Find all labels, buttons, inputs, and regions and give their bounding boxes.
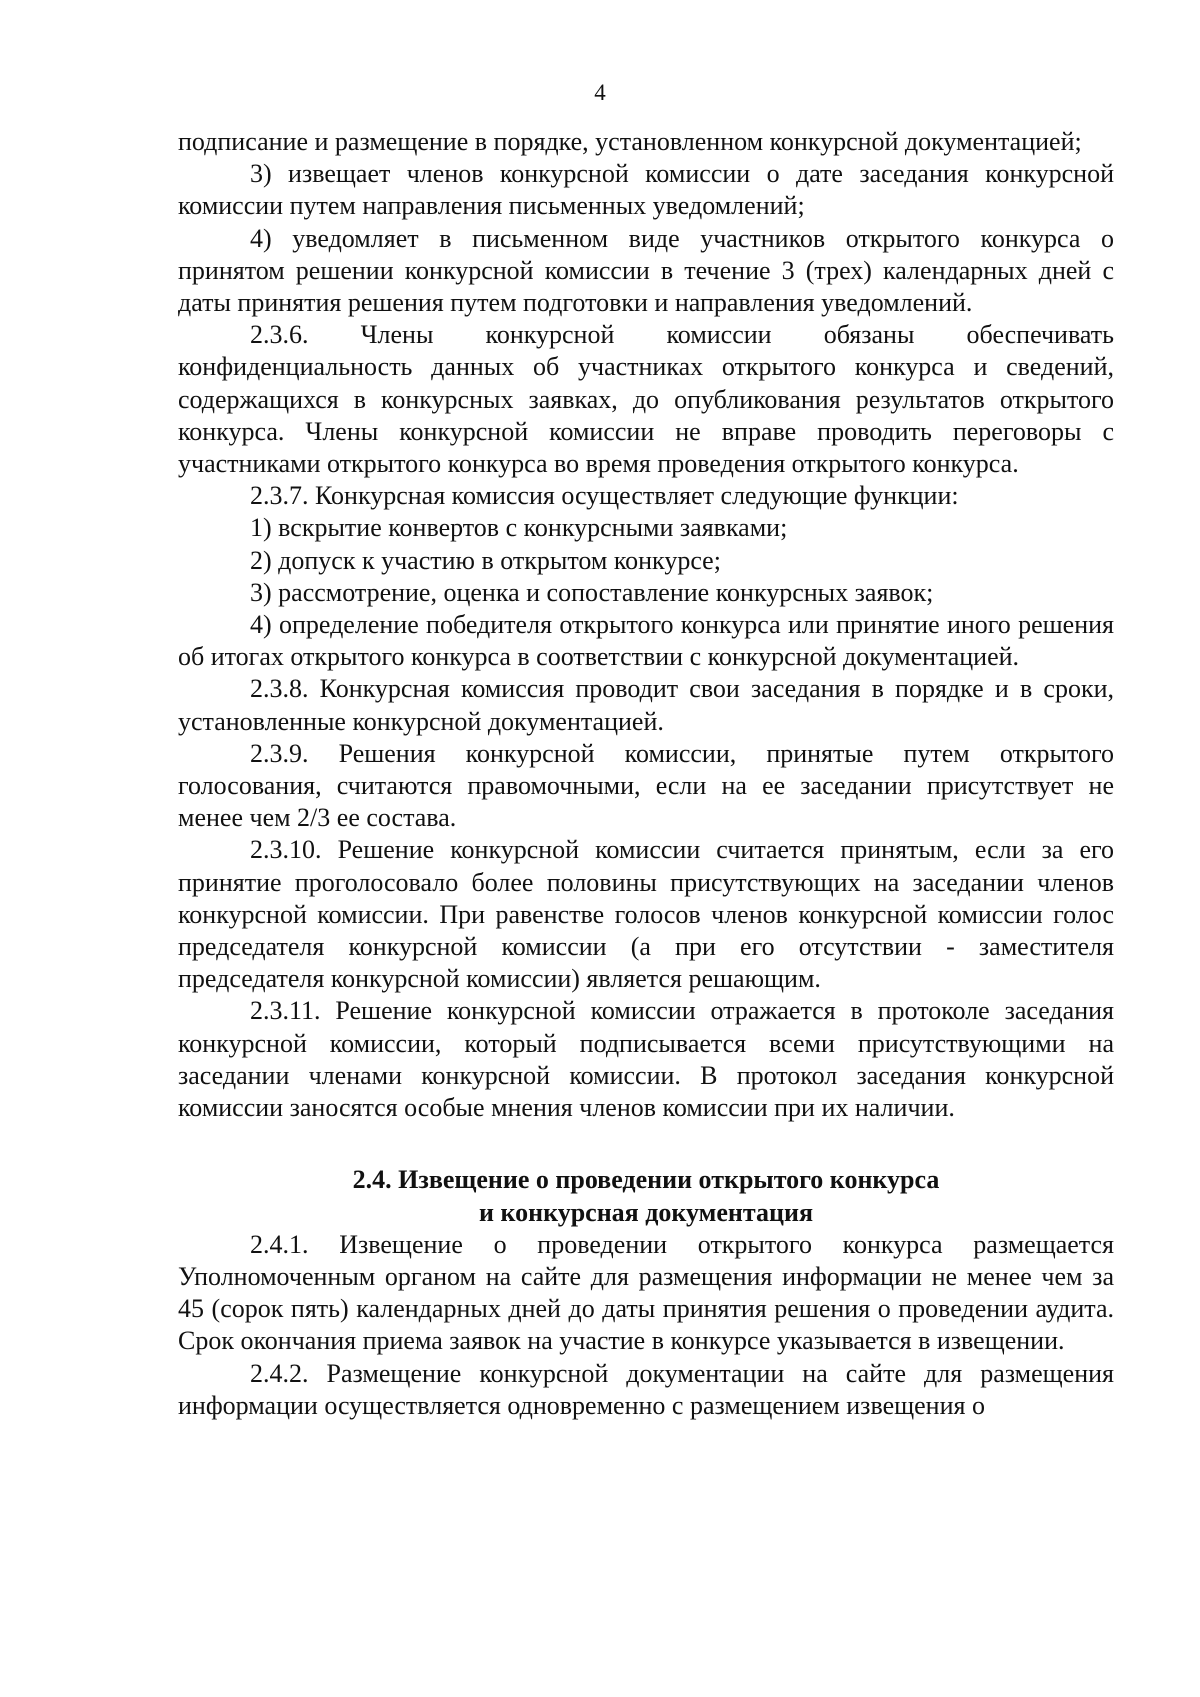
paragraph: подписание и размещение в порядке, установленном конкурсной документацией;: [178, 127, 1082, 156]
heading-line: и конкурсная документация: [478, 1197, 814, 1227]
paragraph: 2.3.10. Решение конкурсной комиссии считается принятым, если за его принятие проголосовало более половины присутствующих на заседании членов конкурсной комиссии. При равенстве голосов членов конкурсной комиссии голос председателя конкурсной комиссии (а при его отсутствии - заместителя председателя конкурсной комиссии) является решающим.: [178, 835, 1114, 994]
page-number: 4: [594, 80, 606, 105]
list-item: 1) вскрытие конвертов с конкурсными заявками;: [250, 513, 788, 543]
paragraph: 2.3.11. Решение конкурсной комиссии отражается в протоколе заседания конкурсной комиссии, который подписывается всеми присутствующими на заседании членами конкурсной комиссии. В протокол заседания конкурсной комиссии заносятся особые мнения членов комиссии при их наличии.: [178, 996, 1114, 1123]
list-item: 4) определение победителя открытого конкурса или принятие иного решения об итогах открытого конкурса в соответствии с конкурсной документацией.: [178, 610, 1114, 672]
paragraph: 2.4.1. Извещение о проведении открытого конкурса размещается Уполномоченным органом на сайте для размещения информации не менее чем за 45 (сорок пять) календарных дней до даты принятия решения о проведении аудита. Срок окончания приема заявок на участие в конкурсе указывается в извещении.: [178, 1229, 1114, 1356]
paragraph: 2.3.6. Члены конкурсной комиссии обязаны обеспечивать конфиденциальность данных об участниках открытого конкурса и сведений, содержащихся в конкурсных заявках, до опубликования результатов открытого конкурса. Члены конкурсной комиссии не вправе проводить переговоры с участниками открытого конкурса во время проведения открытого конкурса.: [178, 320, 1114, 479]
list-item: 2) допуск к участию в открытом конкурсе;: [250, 545, 721, 575]
document-body: [178, 126, 1114, 1422]
section-2-3-continued: [178, 126, 1114, 1124]
paragraph: 2.3.7. Конкурсная комиссия осуществляет следующие функции:: [250, 481, 959, 511]
paragraph: 4) уведомляет в письменном виде участников открытого конкурса о принятом решении конкурсной комиссии в течение 3 (трех) календарных дней с даты принятия решения путем подготовки и направления уведомлений.: [178, 223, 1114, 318]
paragraph: 2.4.2. Размещение конкурсной документации на сайте для размещения информации осуществляется одновременно с размещением извещения о: [178, 1358, 1114, 1420]
paragraph: 3) извещает членов конкурсной комиссии о дате заседания конкурсной комиссии путем направления письменных уведомлений;: [178, 159, 1114, 221]
heading-line: 2.4. Извещение о проведении открытого конкурса: [352, 1165, 940, 1195]
list-item: 3) рассмотрение, оценка и сопоставление конкурсных заявок;: [250, 577, 934, 607]
paragraph: 2.3.8. Конкурсная комиссия проводит свои заседания в порядке и в сроки, установленные конкурсной документацией.: [178, 674, 1114, 736]
section-2-4: [178, 1229, 1114, 1422]
paragraph: 2.3.9. Решения конкурсной комиссии, принятые путем открытого голосования, считаются правомочными, если на ее заседании присутствует не менее чем 2/3 ее состава.: [178, 738, 1114, 833]
section-heading: [178, 1164, 1114, 1228]
